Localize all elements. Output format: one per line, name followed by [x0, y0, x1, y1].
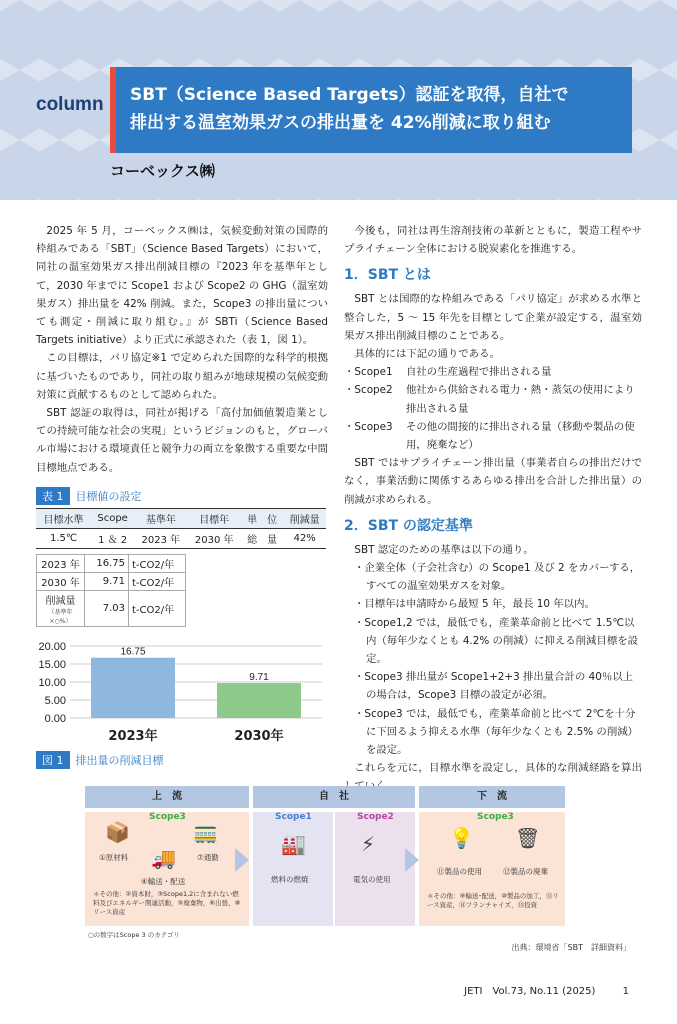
criteria-item: ・Scope1,2 では，最低でも，産業革命前と比べて 1.5℃以内（毎年少なくとも 4.2% の削減）に抑える削減目標を設定。	[354, 616, 638, 666]
table-cell: 9.71	[85, 573, 129, 591]
truck-icon: 🚚	[151, 846, 176, 870]
bar	[217, 683, 301, 718]
fuel-label: 燃料の燃焼	[271, 875, 309, 884]
x-category-label: 2023年	[108, 729, 158, 744]
paragraph: 具体的には下記の通りである。	[354, 348, 500, 361]
table-cell: 1 ＆ 2	[91, 529, 134, 549]
table-row	[37, 573, 186, 591]
table-cell: 2023 年	[134, 529, 187, 549]
y-tick-label: 5.00	[44, 695, 66, 707]
lamp-icon: 💡	[449, 826, 474, 850]
table-cell: 16.75	[85, 555, 129, 573]
column-label: column	[36, 94, 104, 115]
upstream-note: ＊その他：②資本財，③Scope1,2に含まれない燃料及びエネルギー関連活動，⑤廃棄物，⑥出張，⑧リース資産	[93, 890, 241, 916]
table1-tag: 表 1	[36, 487, 70, 505]
table1-caption	[36, 487, 142, 505]
scope-label: ・Scope2	[344, 384, 393, 397]
scope1-label: Scope1	[275, 812, 312, 822]
table-cell: t-CO2/年	[129, 573, 186, 591]
paragraph: SBT とは国際的な枠組みである「パリ協定」が求める水準と整合した，5 ～ 15 年先を目標として企業が設定する，温室効果ガス排出削減目標のことである。	[344, 293, 642, 342]
materials-label: ①原材料	[99, 853, 129, 862]
criteria-item: ・Scope3 では，最低でも，産業革命前と比べて 2℃を十分に下回るよう抑える水準（毎年少なくとも 2.5% の削減）を設定。	[354, 707, 638, 757]
paragraph: 今後も，同社は再生溶剤技術の革新とともに，製造工程やサプライチェーン全体における脱炭素化を推進する。	[344, 225, 642, 256]
figure-footnote: ○の数字はScope 3 のカテゴリ	[88, 931, 180, 939]
table-header: 目標年	[188, 509, 241, 529]
y-tick-label: 15.00	[38, 659, 66, 671]
right-column	[344, 222, 642, 796]
page-footer	[464, 982, 629, 997]
table-header-row	[36, 509, 326, 529]
table-header: 単 位	[241, 509, 284, 529]
scope-item	[344, 363, 642, 381]
scope-item	[344, 381, 642, 417]
left-column	[36, 222, 328, 477]
x-category-label: 2030年	[234, 729, 284, 744]
downstream-header: 下 流	[419, 786, 565, 808]
supply-chain-diagram	[85, 786, 565, 934]
paragraph: SBT 認定のための基準は以下の通り。	[354, 543, 534, 556]
table-cell: 2030 年	[37, 573, 85, 591]
table-row	[37, 591, 186, 627]
table-cell: 42%	[283, 529, 326, 549]
downstream-note: ＊その他：⑨輸送･配送，⑩製品の加工，⑬リース資産，⑭フランチャイズ，⑮投資	[427, 892, 559, 909]
section-heading: 1．SBT とは	[344, 267, 431, 284]
title-line-2: 排出する温室効果ガスの排出量を 42%削減に取り組む	[130, 113, 551, 133]
trash-icon: 🗑	[515, 826, 541, 850]
page-number: 1	[622, 986, 629, 997]
table-cell: t-CO2/年	[129, 591, 186, 627]
table-header: 基準年	[134, 509, 187, 529]
table-row	[36, 529, 326, 549]
train-icon: 🚃	[193, 820, 218, 844]
section-heading: 2．SBT の認定基準	[344, 517, 473, 534]
figure-source: 出典：環境省「SBT 詳細資料」	[511, 943, 631, 952]
scope-label: ・Scope1	[344, 366, 393, 379]
figure1-tag: 図 1	[36, 751, 70, 769]
product-use-label: ⑪製品の使用	[437, 867, 482, 876]
table-cell: 2023 年	[37, 555, 85, 573]
y-tick-label: 20.00	[38, 641, 66, 653]
arrow-icon	[405, 848, 419, 872]
scope-item	[344, 418, 642, 454]
electricity-label: 電気の使用	[353, 875, 391, 884]
paragraph: SBT 認証の取得は，同社が掲げる「高付加価値製造業としての持続可能な社会の実現」というビジョンのもと，グローバル市場における環境責任と競争力の両立を象徴する重要な中間目標地点である。	[36, 407, 328, 474]
scope2-box	[335, 812, 415, 926]
own-company-header: 自 社	[253, 786, 415, 808]
disposal-label: ⑫製品の廃棄	[503, 867, 548, 876]
scope3-label: Scope3	[149, 812, 186, 822]
criteria-item: ・Scope3 排出量が Scope1+2+3 排出量合計の 40％以上の場合は，Scope3 目標の設定が必須。	[354, 671, 634, 702]
power-plant-icon: ⚡	[361, 832, 376, 856]
transport-label: ④輸送・配送	[141, 877, 186, 886]
table-header: 削減量	[283, 509, 326, 529]
arrow-icon	[235, 848, 249, 872]
commute-label: ⑦通勤	[197, 853, 219, 862]
table-cell: 1.5℃	[36, 529, 91, 549]
paragraph: この目標は，パリ協定※1 で定められた国際的な科学的根拠に基づいたものであり，同社の取り組みが地球規模の気候変動対策に貢献するものとして認められた。	[36, 352, 328, 401]
table-header: 目標水準	[36, 509, 91, 529]
y-tick-label: 10.00	[38, 677, 66, 689]
scope-text: その他の間接的に排出される量（移動や製品の使用，廃棄など）	[406, 420, 635, 452]
reduction-label: 削減量	[45, 596, 76, 607]
title-line-1: SBT（Science Based Targets）認証を取得，自社で	[130, 85, 569, 105]
y-tick-label: 0.00	[44, 713, 66, 725]
emission-bar-chart	[30, 636, 330, 748]
scope2-label: Scope2	[357, 812, 394, 822]
table-row	[37, 555, 186, 573]
scope-text: 他社から供給される電力・熱・蒸気の使用により排出される量	[406, 384, 635, 415]
bar-value-label: 9.71	[249, 672, 269, 684]
company-name: コーベックス㈱	[110, 162, 215, 180]
criteria-item: ・目標年は申請時から最短 5 年，最長 10 年以内。	[354, 598, 595, 611]
figure1-title: 排出量の削減目標	[75, 754, 164, 767]
criteria-item: ・企業全体（子会社含む）の Scope1 及び 2 をカバーする，すべての温室効果ガスを対象。	[354, 562, 641, 593]
table-cell	[37, 591, 85, 627]
header-banner	[0, 0, 677, 200]
target-table	[36, 508, 326, 549]
paragraph: SBT ではサプライチェーン排出量（事業者自らの排出だけでなく，事業活動に関係するあらゆる排出を合計した排出量）の削減が求められる。	[344, 457, 642, 506]
table-cell: 2030 年	[188, 529, 241, 549]
downstream-box	[419, 812, 565, 926]
table-cell: 7.03	[85, 591, 129, 627]
box-icon: 📦	[105, 820, 130, 844]
reduction-sub: （基準年×○%）	[48, 609, 73, 625]
scope-label: ・Scope3	[344, 420, 393, 433]
bar-value-label: 16.75	[120, 646, 146, 658]
title-box	[110, 67, 632, 153]
table-cell: t-CO2/年	[129, 555, 186, 573]
scope1-box	[253, 812, 333, 926]
bar	[91, 658, 175, 718]
journal-info: JETI Vol.73, No.11 (2025)	[464, 986, 596, 997]
scope-text: 自社の生産過程で排出される量	[406, 366, 552, 379]
table-cell: 総 量	[241, 529, 284, 549]
factory-icon: 🏭	[281, 832, 306, 856]
scope3-label: Scope3	[477, 812, 514, 822]
table1-title: 目標値の設定	[75, 490, 142, 503]
emission-table	[36, 554, 186, 627]
upstream-box	[85, 812, 249, 926]
upstream-header: 上 流	[85, 786, 249, 808]
paragraph: 2025 年 5 月，コーベックス㈱は，気候変動対策の国際的枠組みである「SBT」（Science Based Targets）において，同社の温室効果ガス排出削減目標の『2023 年を基準年として，2030 年までに Scope1 および Scope2 の GHG（温室効果ガス）排出量を 42% 削減。また，Scope3 の排出量についても測定・削減に取り組む。』が SBTi（Science Based Targets initiative）より正式に承認された（表 1，図 1）。	[36, 225, 328, 347]
table-header: Scope	[91, 509, 134, 529]
paragraph: これらを元に，目標水準を設定し，具体的な削減経路を算出	[354, 762, 642, 775]
figure1-caption	[36, 751, 164, 769]
